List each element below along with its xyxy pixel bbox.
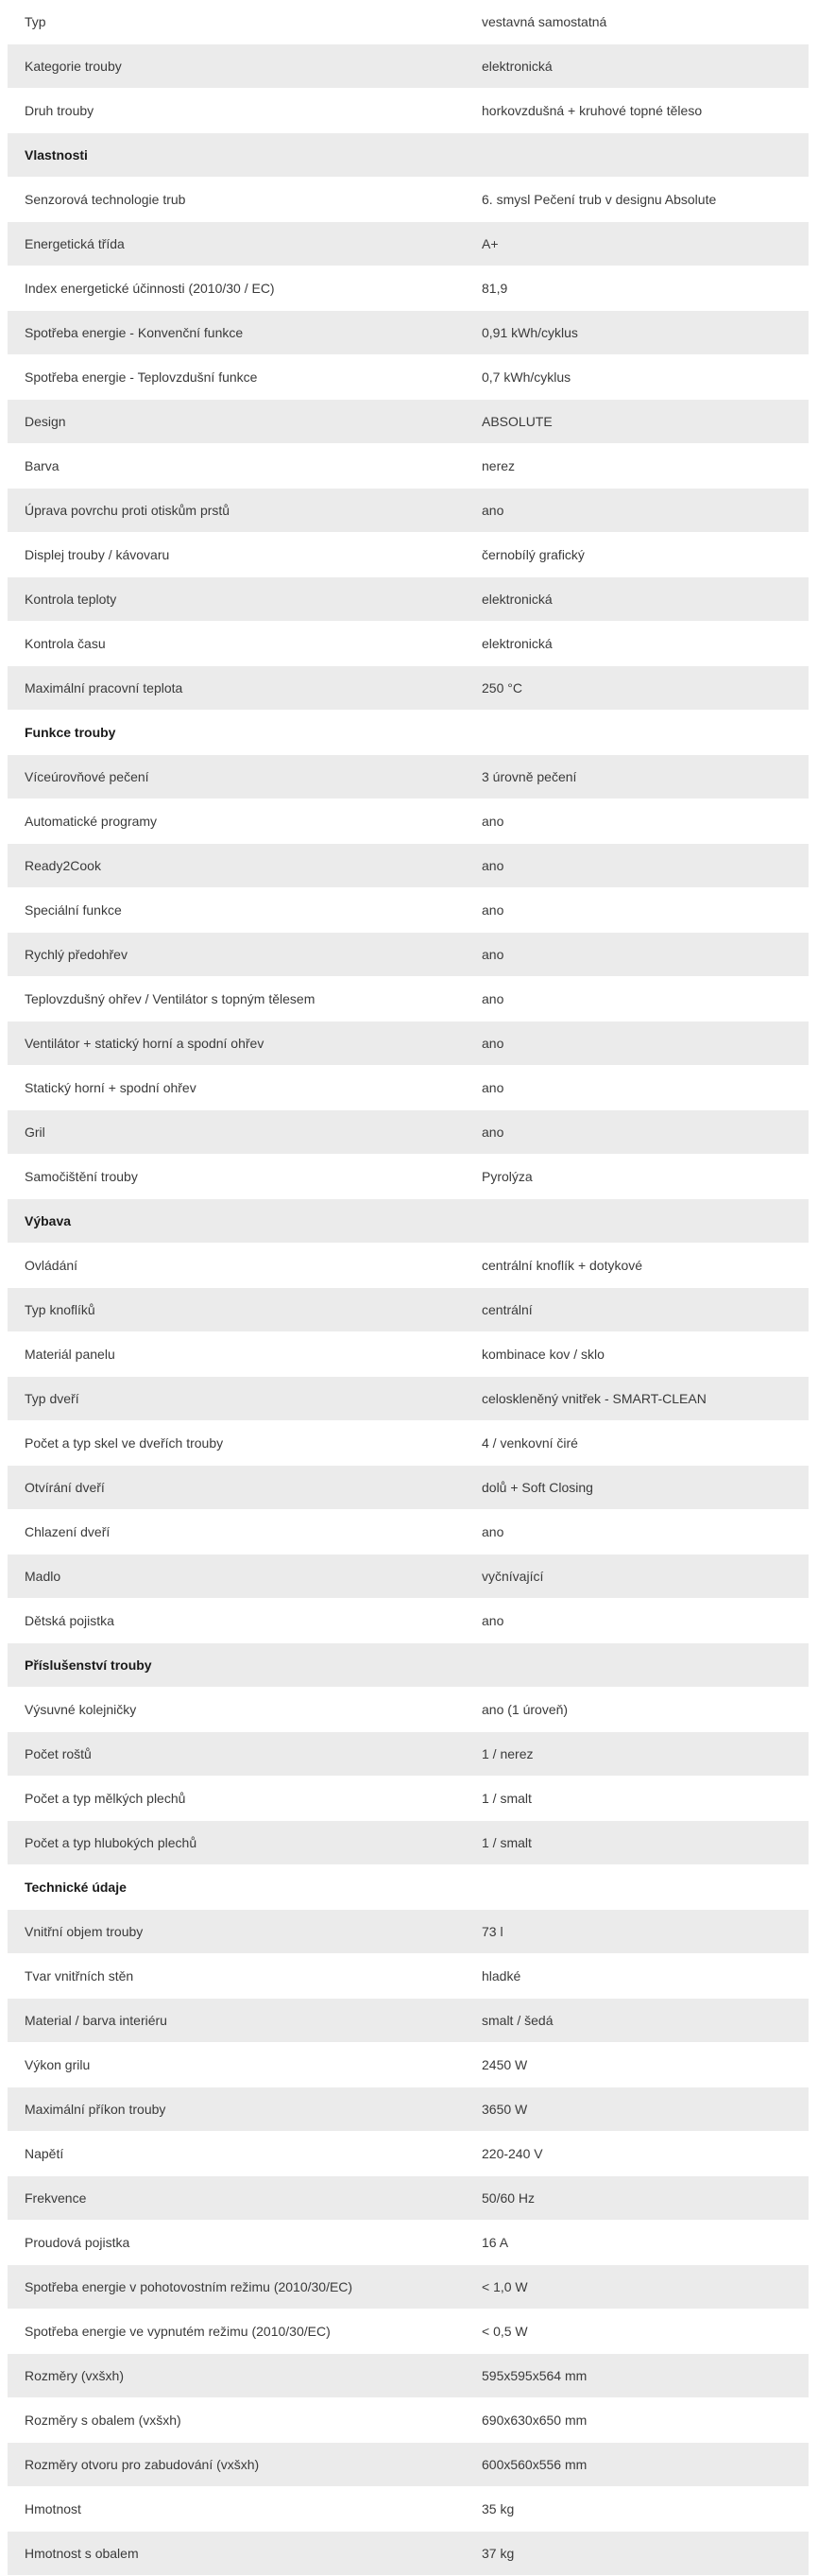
spec-value: ano [474, 976, 809, 1021]
spec-row [8, 177, 809, 221]
spec-row [8, 799, 809, 843]
spec-value: ano [474, 887, 809, 932]
spec-label: Spotřeba energie ve vypnutém režimu (2010/30/EC) [8, 2309, 474, 2353]
spec-row [8, 221, 809, 266]
spec-row [8, 266, 809, 310]
spec-label: Počet a typ mělkých plechů [8, 1776, 474, 1820]
spec-row [8, 2131, 809, 2175]
spec-value: 73 l [474, 1909, 809, 1953]
spec-row [8, 43, 809, 88]
spec-row [8, 1509, 809, 1554]
spec-row [8, 1465, 809, 1509]
spec-value: horkovzdušná + kruhové topné těleso [474, 88, 809, 132]
spec-row [8, 310, 809, 354]
spec-value: centrální knoflík + dotykové [474, 1243, 809, 1287]
section-title: Příslušenství trouby [8, 1642, 474, 1687]
spec-row [8, 1376, 809, 1420]
section-header-row [8, 132, 809, 177]
spec-value: ano [474, 799, 809, 843]
spec-row [8, 443, 809, 488]
spec-label: Speciální funkce [8, 887, 474, 932]
spec-label: Počet a typ skel ve dveřích trouby [8, 1420, 474, 1465]
spec-row [8, 399, 809, 443]
spec-value: Pyrolýza [474, 1154, 809, 1198]
spec-row [8, 1909, 809, 1953]
spec-label: Spotřeba energie v pohotovostním režimu (2010/30/EC) [8, 2264, 474, 2309]
spec-label: Tvar vnitřních stěn [8, 1953, 474, 1998]
spec-label: Hmotnost [8, 2486, 474, 2531]
spec-row [8, 976, 809, 1021]
spec-row [8, 1065, 809, 1109]
spec-label: Napětí [8, 2131, 474, 2175]
section-header-row [8, 1864, 809, 1909]
spec-label: Počet roštů [8, 1731, 474, 1776]
spec-row [8, 1820, 809, 1864]
spec-row [8, 665, 809, 710]
spec-value: 250 °C [474, 665, 809, 710]
section-empty-cell [474, 1864, 809, 1909]
spec-label: Rozměry otvoru pro zabudování (vxšxh) [8, 2442, 474, 2486]
spec-label: Kontrola času [8, 621, 474, 665]
spec-row [8, 1687, 809, 1731]
spec-row [8, 488, 809, 532]
spec-label: Druh trouby [8, 88, 474, 132]
spec-value: < 1,0 W [474, 2264, 809, 2309]
spec-value: ano [474, 1509, 809, 1554]
spec-label: Index energetické účinnosti (2010/30 / EC) [8, 266, 474, 310]
spec-value: kombinace kov / sklo [474, 1331, 809, 1376]
spec-row [8, 1776, 809, 1820]
spec-row [8, 2397, 809, 2442]
spec-label: Typ dveří [8, 1376, 474, 1420]
spec-label: Kategorie trouby [8, 43, 474, 88]
spec-row [8, 1598, 809, 1642]
spec-row [8, 1998, 809, 2042]
spec-value: A+ [474, 221, 809, 266]
spec-label: Otvírání dveří [8, 1465, 474, 1509]
spec-value: ano [474, 488, 809, 532]
spec-value: hladké [474, 1953, 809, 1998]
spec-value: 81,9 [474, 266, 809, 310]
spec-label: Typ [8, 0, 474, 43]
spec-value: 220-240 V [474, 2131, 809, 2175]
spec-value: 1 / smalt [474, 1776, 809, 1820]
spec-label: Spotřeba energie - Teplovzdušní funkce [8, 354, 474, 399]
spec-value: 3650 W [474, 2087, 809, 2131]
spec-value: 37 kg [474, 2531, 809, 2575]
spec-label: Typ knoflíků [8, 1287, 474, 1331]
spec-label: Samočištění trouby [8, 1154, 474, 1198]
spec-value: 690x630x650 mm [474, 2397, 809, 2442]
spec-label: Chlazení dveří [8, 1509, 474, 1554]
section-header-row [8, 1642, 809, 1687]
section-title: Technické údaje [8, 1864, 474, 1909]
spec-value: 6. smysl Pečení trub v designu Absolute [474, 177, 809, 221]
spec-row [8, 2353, 809, 2397]
spec-row [8, 532, 809, 576]
spec-label: Víceúrovňové pečení [8, 754, 474, 799]
spec-row [8, 576, 809, 621]
spec-value: ano [474, 1021, 809, 1065]
section-header-row [8, 710, 809, 754]
spec-value: nerez [474, 443, 809, 488]
spec-row [8, 2042, 809, 2087]
section-empty-cell [474, 1642, 809, 1687]
spec-row [8, 1154, 809, 1198]
spec-value: 0,91 kWh/cyklus [474, 310, 809, 354]
section-title: Funkce trouby [8, 710, 474, 754]
spec-row [8, 0, 809, 43]
spec-value: 3 úrovně pečení [474, 754, 809, 799]
spec-value: ano (1 úroveň) [474, 1687, 809, 1731]
spec-label: Ready2Cook [8, 843, 474, 887]
spec-row [8, 2175, 809, 2220]
spec-row [8, 754, 809, 799]
spec-value: ano [474, 1109, 809, 1154]
spec-value: vestavná samostatná [474, 0, 809, 43]
spec-label: Rozměry s obalem (vxšxh) [8, 2397, 474, 2442]
spec-value: celoskleněný vnitřek - SMART-CLEAN [474, 1376, 809, 1420]
spec-label: Vnitřní objem trouby [8, 1909, 474, 1953]
spec-row [8, 1420, 809, 1465]
spec-label: Material / barva interiéru [8, 1998, 474, 2042]
spec-row [8, 2531, 809, 2575]
spec-value: ano [474, 1598, 809, 1642]
spec-value: dolů + Soft Closing [474, 1465, 809, 1509]
spec-value: 595x595x564 mm [474, 2353, 809, 2397]
spec-value: ano [474, 843, 809, 887]
spec-value: ABSOLUTE [474, 399, 809, 443]
spec-row [8, 2220, 809, 2264]
spec-row [8, 2486, 809, 2531]
spec-value: 0,7 kWh/cyklus [474, 354, 809, 399]
spec-label: Maximální příkon trouby [8, 2087, 474, 2131]
spec-label: Výkon grilu [8, 2042, 474, 2087]
spec-label: Displej trouby / kávovaru [8, 532, 474, 576]
section-empty-cell [474, 710, 809, 754]
section-header-row [8, 1198, 809, 1243]
spec-row [8, 2087, 809, 2131]
spec-value: centrální [474, 1287, 809, 1331]
spec-label: Rozměry (vxšxh) [8, 2353, 474, 2397]
spec-row [8, 1109, 809, 1154]
spec-value: elektronická [474, 576, 809, 621]
spec-row [8, 1243, 809, 1287]
spec-value: < 0,5 W [474, 2309, 809, 2353]
spec-row [8, 621, 809, 665]
spec-table-body [8, 0, 809, 2575]
spec-label: Automatické programy [8, 799, 474, 843]
spec-label: Rychlý předohřev [8, 932, 474, 976]
spec-row [8, 354, 809, 399]
spec-value: vyčnívající [474, 1554, 809, 1598]
spec-label: Gril [8, 1109, 474, 1154]
spec-label: Ventilátor + statický horní a spodní ohřev [8, 1021, 474, 1065]
spec-row [8, 1331, 809, 1376]
spec-value: 4 / venkovní čiré [474, 1420, 809, 1465]
spec-row [8, 1731, 809, 1776]
spec-value: elektronická [474, 43, 809, 88]
spec-value: 16 A [474, 2220, 809, 2264]
spec-value: černobílý grafický [474, 532, 809, 576]
spec-row [8, 2442, 809, 2486]
spec-label: Ovládání [8, 1243, 474, 1287]
section-title: Výbava [8, 1198, 474, 1243]
spec-value: 35 kg [474, 2486, 809, 2531]
section-empty-cell [474, 1198, 809, 1243]
spec-label: Maximální pracovní teplota [8, 665, 474, 710]
spec-label: Teplovzdušný ohřev / Ventilátor s topným tělesem [8, 976, 474, 1021]
spec-label: Proudová pojistka [8, 2220, 474, 2264]
spec-label: Dětská pojistka [8, 1598, 474, 1642]
spec-value: elektronická [474, 621, 809, 665]
spec-row [8, 1953, 809, 1998]
spec-label: Madlo [8, 1554, 474, 1598]
spec-label: Energetická třída [8, 221, 474, 266]
spec-row [8, 1287, 809, 1331]
spec-label: Výsuvné kolejničky [8, 1687, 474, 1731]
spec-label: Barva [8, 443, 474, 488]
spec-label: Spotřeba energie - Konvenční funkce [8, 310, 474, 354]
spec-value: ano [474, 932, 809, 976]
spec-label: Design [8, 399, 474, 443]
spec-label: Hmotnost s obalem [8, 2531, 474, 2575]
spec-label: Kontrola teploty [8, 576, 474, 621]
spec-label: Počet a typ hlubokých plechů [8, 1820, 474, 1864]
spec-label: Materiál panelu [8, 1331, 474, 1376]
spec-label: Frekvence [8, 2175, 474, 2220]
spec-value: 1 / nerez [474, 1731, 809, 1776]
spec-value: 2450 W [474, 2042, 809, 2087]
spec-value: 50/60 Hz [474, 2175, 809, 2220]
spec-row [8, 843, 809, 887]
spec-value: ano [474, 1065, 809, 1109]
spec-value: 1 / smalt [474, 1820, 809, 1864]
spec-label: Statický horní + spodní ohřev [8, 1065, 474, 1109]
spec-row [8, 932, 809, 976]
spec-label: Úprava povrchu proti otiskům prstů [8, 488, 474, 532]
spec-table [8, 0, 809, 2576]
spec-row [8, 2264, 809, 2309]
spec-row [8, 887, 809, 932]
spec-row [8, 1554, 809, 1598]
spec-value: smalt / šedá [474, 1998, 809, 2042]
spec-value: 600x560x556 mm [474, 2442, 809, 2486]
spec-row [8, 88, 809, 132]
spec-row [8, 2309, 809, 2353]
section-empty-cell [474, 132, 809, 177]
section-title: Vlastnosti [8, 132, 474, 177]
spec-label: Senzorová technologie trub [8, 177, 474, 221]
spec-row [8, 1021, 809, 1065]
